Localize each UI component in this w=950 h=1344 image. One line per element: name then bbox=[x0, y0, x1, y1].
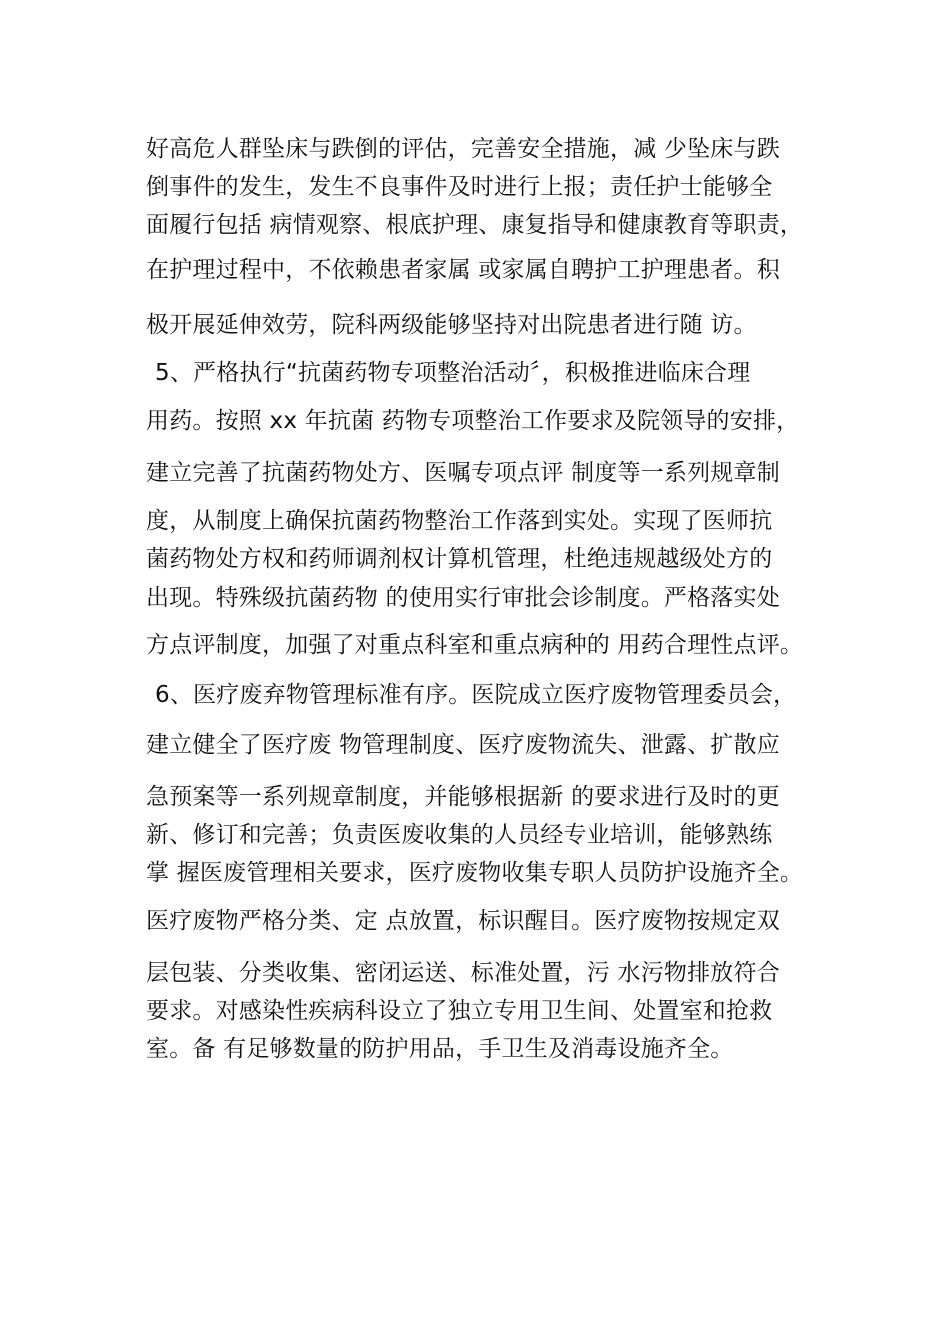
text-line: 好高危人群坠床与跌倒的评估，完善安全措施，减 少坠床与跌 bbox=[146, 136, 780, 162]
text-line: 6、医疗废弃物管理标准有序。医院成立医疗废物管理委员会， bbox=[155, 682, 797, 708]
text-line: 急预案等一系列规章制度，并能够根据新 的要求进行及时的更 bbox=[146, 784, 780, 810]
text-line: 倒事件的发生，发生不良事件及时进行上报；责任护士能够全 bbox=[146, 174, 773, 200]
text-line: 新、修订和完善；负责医废收集的人员经专业培训，能够熟练 bbox=[146, 822, 773, 848]
text-line: 室。备 有足够数量的防护用品，手卫生及消毒设施齐全。 bbox=[146, 1036, 734, 1062]
text-line: 层包装、分类收集、密闭运送、标准处置，污 水污物排放符合 bbox=[146, 960, 780, 986]
text-line: 极开展延伸效劳，院科两级能够坚持对出院患者进行随 访。 bbox=[146, 312, 757, 338]
text-line: 用药。按照 xx 年抗菌 药物专项整治工作要求及院领导的安排， bbox=[146, 408, 800, 434]
text-line: 建立完善了抗菌药物处方、医嘱专项点评 制度等一系列规章制 bbox=[146, 460, 780, 486]
text-line: 要求。对感染性疾病科设立了独立专用卫生间、处置室和抢救 bbox=[146, 998, 773, 1024]
text-line: 5、严格执行“抗菌药物专项整治活动〞，积极推进临床合理 bbox=[155, 360, 751, 386]
text-line: 面履行包括 病情观察、根底护理、康复指导和健康教育等职责， bbox=[146, 212, 804, 238]
text-line: 菌药物处方权和药师调剂权计算机管理，杜绝违规越级处方的 bbox=[146, 546, 773, 572]
text-line: 掌 握医废管理相关要求，医疗废物收集专职人员防护设施齐全。 bbox=[146, 860, 804, 886]
text-line: 出现。特殊级抗菌药物 的使用实行审批会诊制度。严格落实处 bbox=[146, 585, 780, 611]
text-line: 在护理过程中，不依赖患者家属 或家属自聘护工护理患者。积 bbox=[146, 257, 780, 283]
text-line: 方点评制度，加强了对重点科室和重点病种的 用药合理性点评。 bbox=[146, 632, 804, 658]
text-line: 建立健全了医疗废 物管理制度、医疗废物流失、泄露、扩散应 bbox=[146, 732, 780, 758]
text-line: 度，从制度上确保抗菌药物整治工作落到实处。实现了医师抗 bbox=[146, 508, 773, 534]
text-line: 医疗废物严格分类、定 点放置，标识醒目。医疗废物按规定双 bbox=[146, 908, 780, 934]
